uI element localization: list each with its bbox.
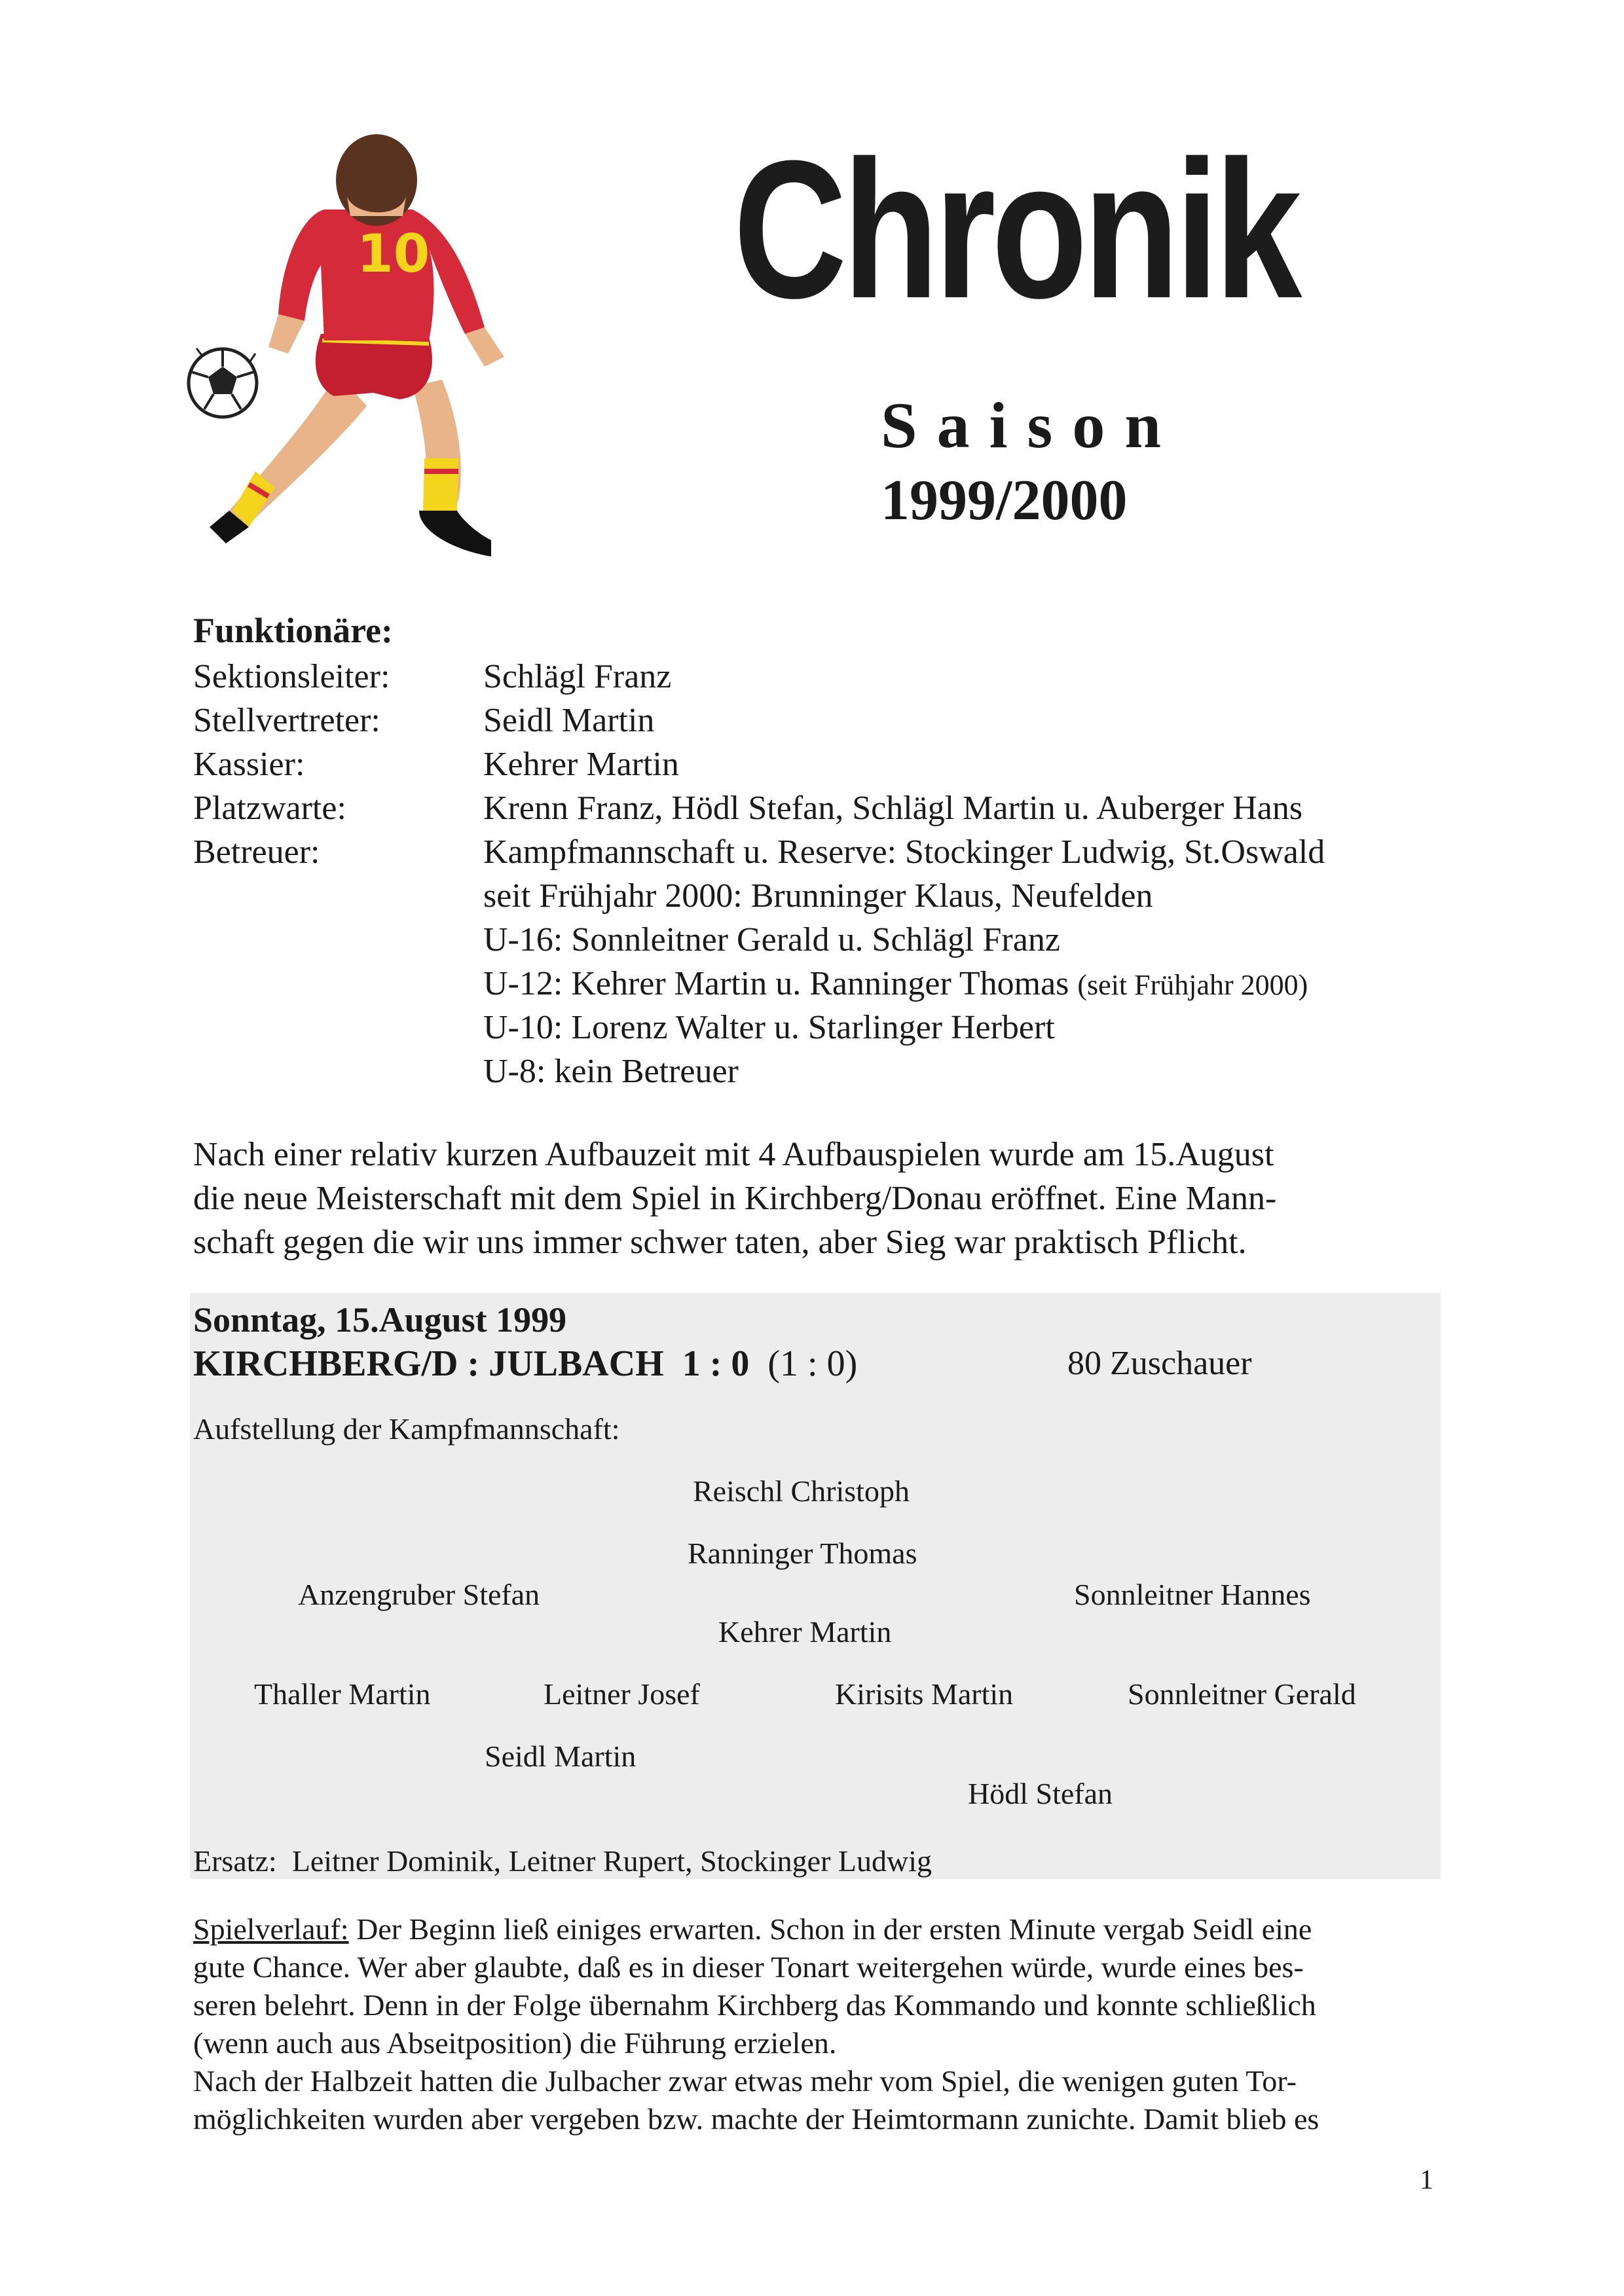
- report-line: (wenn auch aus Abseitposition) die Führung erzielen.: [193, 2026, 837, 2060]
- official-row: [193, 962, 1470, 1006]
- official-label: Stellvertreter:: [193, 702, 380, 739]
- official-row: [193, 1049, 1470, 1093]
- match-spectators: 80 Zuschauer: [1067, 1345, 1252, 1382]
- player-forward-right: Hödl Stefan: [968, 1777, 1113, 1810]
- official-row: [193, 874, 1470, 918]
- report-line: gute Chance. Wer aber glaubte, daß es in dieser Tonart weitergehen würde, wurde eines bes-: [193, 1950, 1304, 1984]
- official-label: Sektionsleiter:: [193, 658, 390, 695]
- official-value: Schlägl Franz: [483, 658, 672, 695]
- player-mid-left: Thaller Martin: [254, 1677, 431, 1711]
- official-label: Platzwarte:: [193, 790, 346, 827]
- report-line: möglichkeiten wurden aber vergeben bzw. machte der Heimtormann zunichte. Damit blieb es: [193, 2102, 1320, 2136]
- match-score: 1 : 0: [682, 1343, 750, 1384]
- official-value: U-8: kein Betreuer: [483, 1053, 739, 1090]
- football-icon: [189, 348, 257, 417]
- report-line: [193, 1910, 1441, 1948]
- official-row: [193, 1006, 1470, 1049]
- intro-line: Nach einer relativ kurzen Aufbauzeit mit 4 Aufbauspielen wurde am 15.August: [193, 1136, 1274, 1173]
- match-report: [193, 1910, 1441, 2138]
- report-text: Der Beginn ließ einiges erwarten. Schon in der ersten Minute vergab Seidl eine: [348, 1912, 1312, 1946]
- report-line: Nach der Halbzeit hatten die Julbacher zwar etwas mehr vom Spiel, die wenigen guten Tor-: [193, 2064, 1297, 2098]
- official-value-note: (seit Frühjahr 2000): [1077, 969, 1308, 1001]
- player-mid-center-right: Kirisits Martin: [835, 1677, 1014, 1711]
- player-left-back: Anzengruber Stefan: [298, 1578, 540, 1611]
- page-number: 1: [1420, 2165, 1433, 2195]
- player-stopper: Kehrer Martin: [718, 1615, 892, 1649]
- official-row: [193, 699, 1470, 742]
- official-value: U-10: Lorenz Walter u. Starlinger Herbert: [483, 1009, 1055, 1046]
- substitutes: [193, 1843, 932, 1880]
- document-title: Chronik: [733, 119, 1298, 339]
- match-date: Sonntag, 15.August 1999: [193, 1300, 567, 1339]
- official-row: [193, 830, 1470, 874]
- match-halftime: (1 : 0): [767, 1343, 858, 1384]
- official-value-text: U-12: Kehrer Martin u. Ranninger Thomas: [483, 965, 1078, 1002]
- substitutes-list: Leitner Dominik, Leitner Rupert, Stockinger Ludwig: [291, 1844, 932, 1878]
- official-row: [193, 786, 1470, 830]
- official-value: [483, 962, 1308, 1007]
- intro-line: die neue Meisterschaft mit dem Spiel in Kirchberg/Donau eröffnet. Eine Mann-: [193, 1180, 1277, 1217]
- official-value: Kehrer Martin: [483, 746, 679, 783]
- document-subtitle: Saison: [881, 389, 1181, 462]
- intro-line: schaft gegen die wir uns immer schwer taten, aber Sieg war praktisch Pflicht.: [193, 1224, 1247, 1261]
- match-teams: KIRCHBERG/D : JULBACH: [193, 1343, 664, 1384]
- official-label: Kassier:: [193, 746, 305, 783]
- official-row: [193, 918, 1470, 962]
- player-mid-right: Sonnleitner Gerald: [1128, 1677, 1356, 1711]
- official-value: seit Frühjahr 2000: Brunninger Klaus, Neufelden: [483, 877, 1153, 915]
- official-row: [193, 655, 1470, 699]
- official-row: [193, 742, 1470, 786]
- player-forward-left: Seidl Martin: [485, 1740, 637, 1773]
- official-value: Seidl Martin: [483, 702, 655, 739]
- player-sweeper: Ranninger Thomas: [688, 1537, 917, 1570]
- season-years: 1999/2000: [881, 469, 1128, 532]
- report-label: Spielverlauf:: [193, 1912, 349, 1946]
- lineup-label: Aufstellung der Kampfmannschaft:: [193, 1412, 620, 1446]
- player-mid-center-left: Leitner Josef: [544, 1677, 700, 1711]
- official-value: U-16: Sonnleitner Gerald u. Schlägl Franz: [483, 921, 1060, 958]
- player-right-back: Sonnleitner Hannes: [1074, 1578, 1311, 1611]
- officials-table: [193, 655, 1470, 1093]
- official-value: Kampfmannschaft u. Reserve: Stockinger Ludwig, St.Oswald: [483, 833, 1325, 871]
- report-line: seren belehrt. Denn in der Folge übernahm Kirchberg das Kommando und konnte schließlich: [193, 1988, 1316, 2022]
- official-label: Betreuer:: [193, 833, 320, 871]
- player-goalkeeper: Reischl Christoph: [693, 1474, 910, 1508]
- svg-text:10: 10: [357, 223, 430, 284]
- official-value: Krenn Franz, Hödl Stefan, Schlägl Martin u. Auberger Hans: [483, 790, 1303, 827]
- substitutes-label: Ersatz:: [193, 1844, 277, 1878]
- officials-heading: Funktionäre:: [193, 611, 394, 650]
- intro-paragraph: [193, 1133, 1437, 1264]
- match-result: [193, 1342, 857, 1385]
- football-player-illustration: [177, 118, 583, 576]
